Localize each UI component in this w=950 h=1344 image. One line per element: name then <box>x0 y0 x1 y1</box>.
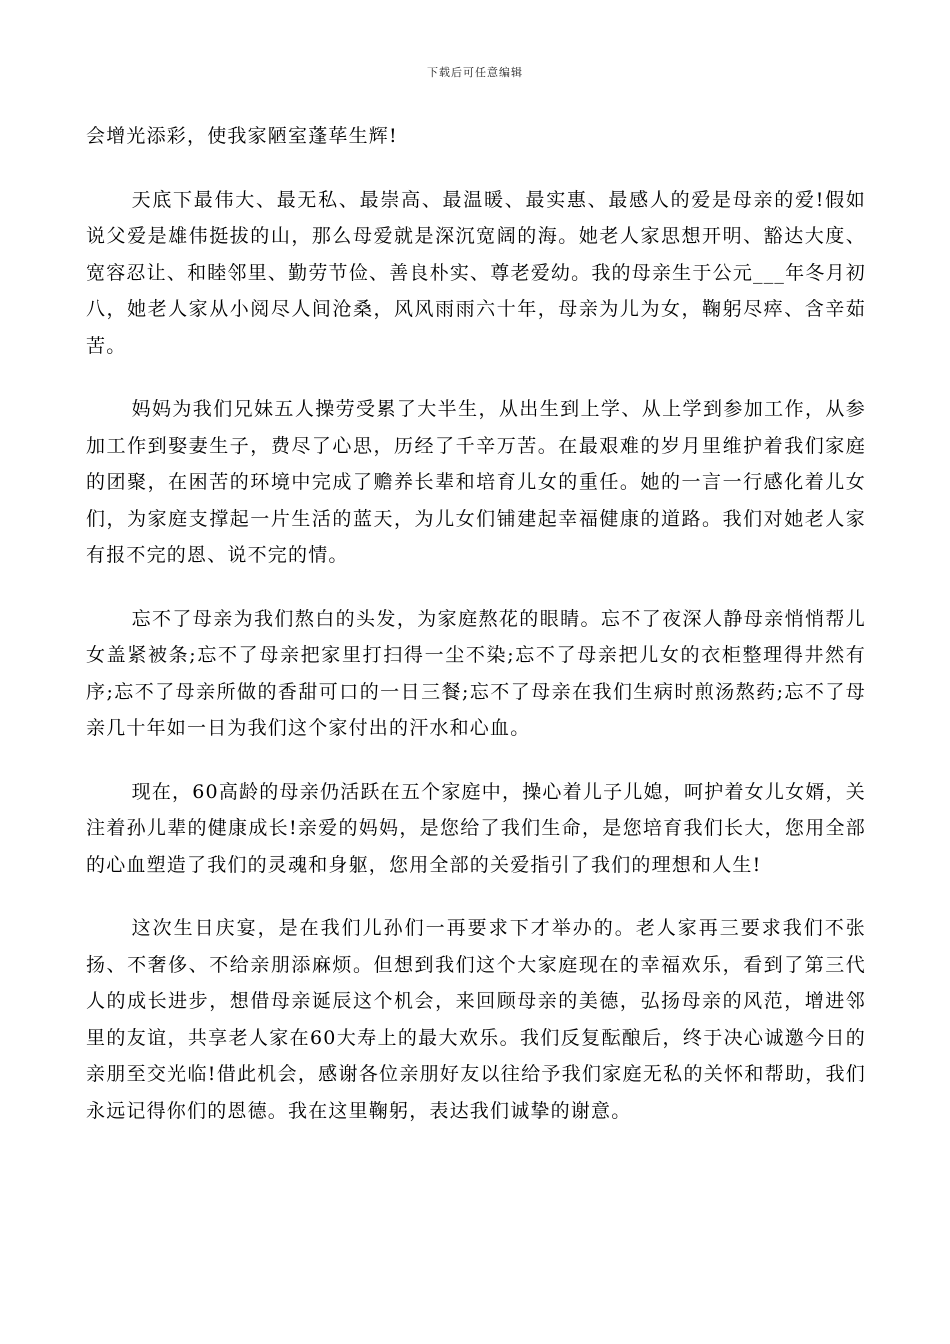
page-header: 下载后可任意编辑 <box>427 66 523 79</box>
paragraph-unforgettable: 忘不了母亲为我们熬白的头发，为家庭熬花的眼睛。忘不了夜深人静母亲悄悄帮儿女盖紧被条;忘不了母亲把家里打扫得一尘不染;忘不了母亲把儿女的衣柜整理得井然有序;忘不了母亲所做的香甜可口的一日三餐;忘不了母亲在我们生病时煎汤熬药;忘不了母亲几十年如一日为我们这个家付出的汗水和心血。 <box>86 607 866 739</box>
document-body <box>86 118 866 1129</box>
paragraph-raising-children: 妈妈为我们兄妹五人操劳受累了大半生，从出生到上学、从上学到参加工作，从参加工作到娶妻生子，费尽了心思，历经了千辛万苦。在最艰难的岁月里维护着我们家庭的团聚，在困苦的环境中完成了赡养长辈和培育儿女的重任。她的一言一行感化着儿女们，为家庭支撑起一片生活的蓝天，为儿女们铺建起幸福健康的道路。我们对她老人家有报不完的恩、说不完的情。 <box>86 398 866 566</box>
paragraph-birthday-banquet: 这次生日庆宴，是在我们儿孙们一再要求下才举办的。老人家再三要求我们不张扬、不奢侈、不给亲朋添麻烦。但想到我们这个大家庭现在的幸福欢乐，看到了第三代人的成长进步，想借母亲诞辰这个机会，来回顾母亲的美德，弘扬母亲的风范，增进邻里的友谊，共享老人家在60大寿上的最大欢乐。我们反复酝酿后，终于决心诚邀今日的亲朋至交光临!借此机会，感谢各位亲朋好友以往给予我们家庭无私的关怀和帮助，我们永远记得你们的恩德。我在这里鞠躬，表达我们诚挚的谢意。 <box>86 917 866 1122</box>
paragraph-continuation: 会增光添彩，使我家陋室蓬荜生辉! <box>86 125 398 147</box>
paragraph-mother-love: 天底下最伟大、最无私、最崇高、最温暖、最实惠、最感人的爱是母亲的爱!假如说父爱是雄伟挺拔的山，那么母爱就是深沉宽阔的海。她老人家思想开明、豁达大度、宽容忍让、和睦邻里、勤劳节俭、善良朴实、尊老爱幼。我的母亲生于公元___年冬月初八，她老人家从小阅尽人间沧桑，风风雨雨六十年，母亲为儿为女，鞠躬尽瘁、含辛茹苦。 <box>86 188 866 357</box>
paragraph-present-day: 现在，60高龄的母亲仍活跃在五个家庭中，操心着儿子儿媳，呵护着女儿女婿，关注着孙儿辈的健康成长!亲爱的妈妈，是您给了我们生命，是您培育我们长大，您用全部的心血塑造了我们的灵魂和身躯，您用全部的关爱指引了我们的理想和人生! <box>86 780 866 876</box>
